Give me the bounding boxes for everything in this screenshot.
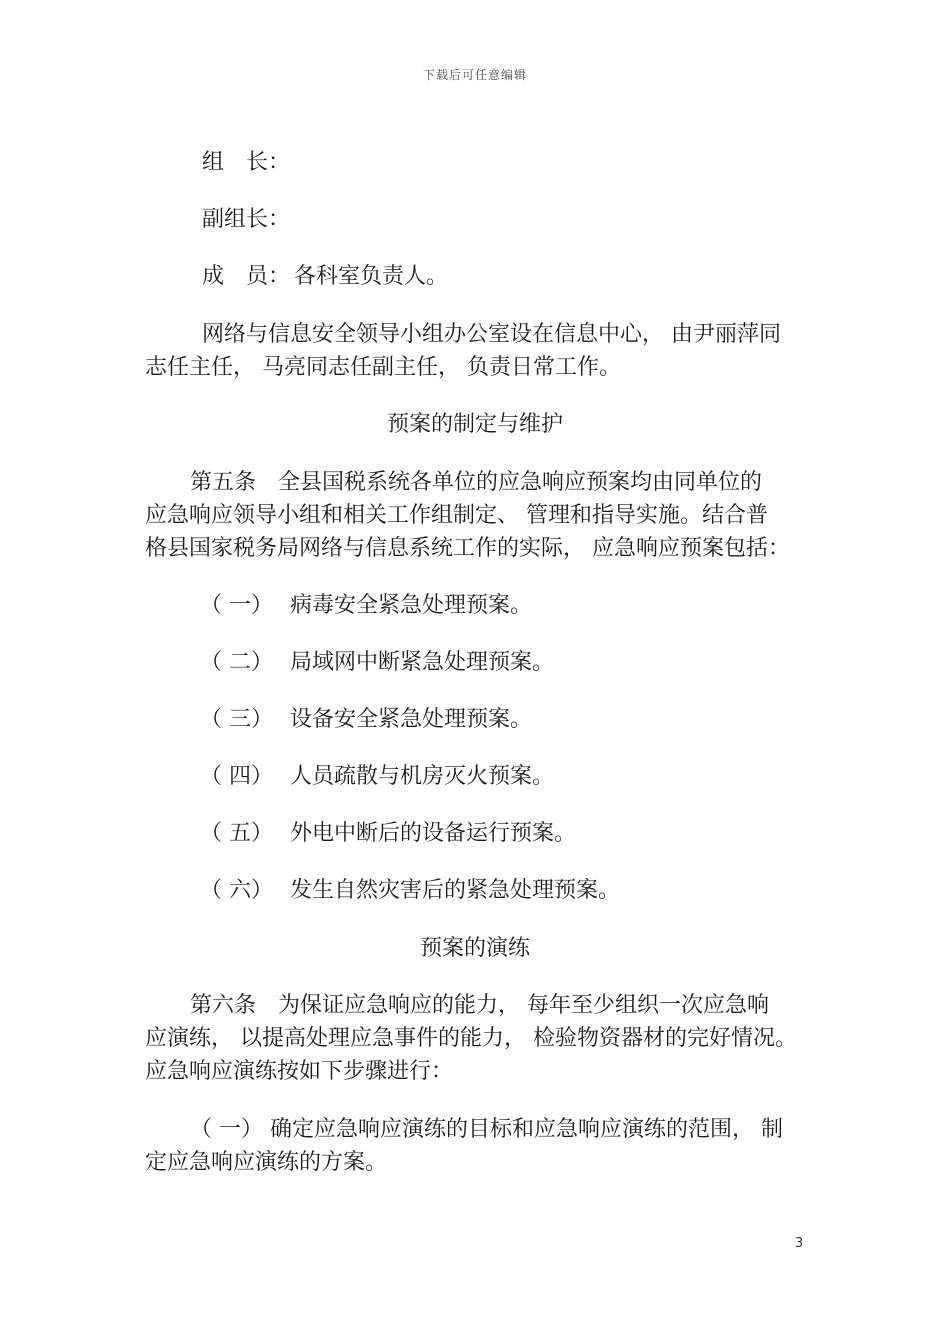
plan-item-text: 设备安全紧急处理预案。 (290, 707, 533, 732)
role-members (202, 262, 448, 292)
plan-item-text: 外电中断后的设备运行预案。 (290, 821, 577, 846)
office-para-line2: 志任主任， 马亮同志任副主任， 负责日常工作。 (145, 355, 621, 380)
page-header: 下载后可任意编辑 (422, 68, 527, 82)
plan-item (200, 705, 532, 735)
article6-line3: 应急响应演练按如下步骤进行： (145, 1059, 454, 1084)
office-para-line1: 网络与信息安全领导小组办公室设在信息中心， 由尹丽萍同 (202, 322, 781, 347)
step1-line2: 定应急响应演练的方案。 (145, 1150, 388, 1175)
role-leader (202, 148, 294, 178)
plan-item-number: （ 五） (200, 821, 273, 846)
plan-item (200, 819, 576, 849)
article6-line1: 第六条 为保证应急响应的能力， 每年至少组织一次应急响 (190, 993, 769, 1018)
plan-item (200, 876, 620, 906)
article6-line2: 应演练， 以提高处理应急事件的能力， 检验物资器材的完好情况。 (145, 1026, 797, 1051)
plan-item-number: （ 四） (200, 764, 273, 789)
article5-line1: 第五条 全县国税系统各单位的应急响应预案均由同单位的 (190, 470, 763, 495)
page-number: 3 (795, 1236, 804, 1251)
section-title-drill: 预案的演练 (419, 936, 530, 961)
plan-item (200, 591, 532, 621)
article5-line3: 格县国家税务局网络与信息系统工作的实际， 应急响应预案包括： (145, 536, 790, 561)
section-title-plan-maintenance: 预案的制定与维护 (386, 412, 563, 437)
step1-line1: （ 一） 确定应急响应演练的目标和应急响应演练的范围， 制 (190, 1117, 783, 1142)
plan-item (200, 648, 554, 678)
plan-item-number: （ 一） (200, 593, 273, 618)
plan-item-number: （ 二） (200, 650, 273, 675)
plan-item-number: （ 六） (200, 878, 273, 903)
role-members-label: 成 员： (202, 264, 291, 289)
article5-line2: 应急响应领导小组和相关工作组制定、 管理和指导实施。结合普 (145, 503, 768, 528)
plan-item-number: （ 三） (200, 707, 273, 732)
role-deputy-label: 副组长： (202, 207, 291, 232)
role-deputy (202, 205, 294, 235)
plan-item-text: 病毒安全紧急处理预案。 (290, 593, 533, 618)
role-members-value: 各科室负责人。 (294, 264, 449, 289)
plan-item-text: 局域网中断紧急处理预案。 (290, 650, 555, 675)
plan-item-text: 发生自然灾害后的紧急处理预案。 (290, 878, 621, 903)
plan-item (200, 762, 554, 792)
role-leader-label: 组 长： (202, 150, 291, 175)
plan-item-text: 人员疏散与机房灭火预案。 (290, 764, 555, 789)
